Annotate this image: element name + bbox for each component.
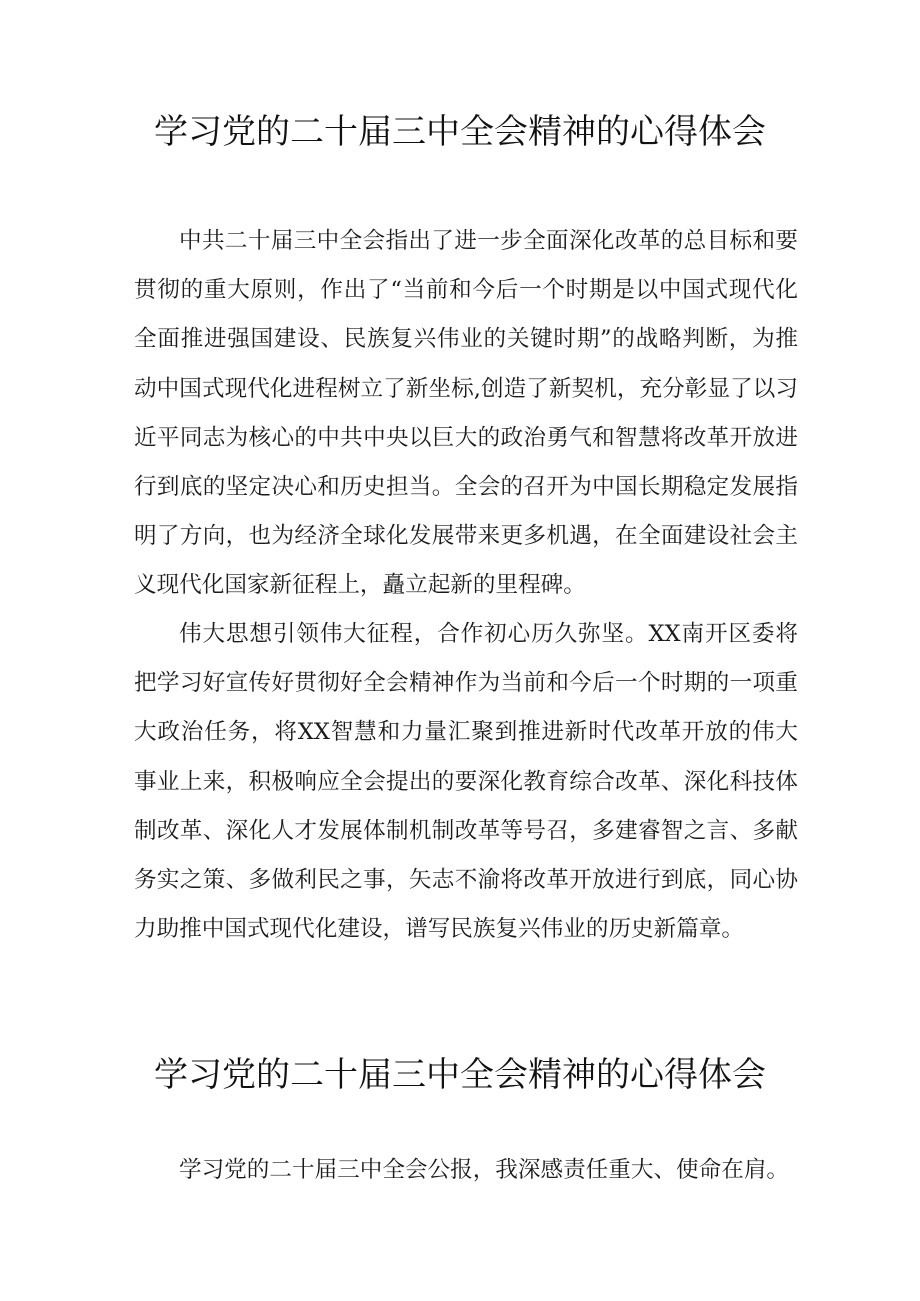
section-2-paragraph-1: 学习党的二十届三中全会公报，我深感责任重大、使命在肩。 — [179, 1157, 790, 1183]
section-1-paragraph-1: 中共二十届三中全会指出了进一步全面深化改革的总目标和要贯彻的重大原则，作出了“当前和今后一个时期是以中国式现代化全面推进强国建设、民族复兴伟业的关键时期”的战略判断，为推动中国式现代化进程树立了新坐标,创造了新契机，充分彰显了以习近平同志为核心的中共中央以巨大的政治勇气和智慧将改革开放进行到底的坚定决心和历史担当。全会的召开为中国长期稳定发展指明了方向，也为经济全球化发展带来更多机遇，在全面建设社会主义现代化国家新征程上，矗立起新的里程碑。 — [134, 228, 798, 599]
section-1-title: 学习党的二十届三中全会精神的心得体会 — [154, 112, 766, 152]
section-1-paragraph-2: 伟大思想引领伟大征程，合作初心历久弥坚。XX南开区委将把学习好宣传好贯彻好全会精神作为当前和今后一个时期的一项重大政治任务，将XX智慧和力量汇聚到推进新时代改革开放的伟大事业上来，积极响应全会提出的要深化教育综合改革、深化科技体制改革、深化人才发展体制机制改革等号召，多建睿智之言、多献务实之策、多做利民之事，矢志不渝将改革开放进行到底，同心协力助推中国式现代化建设，谱写民族复兴伟业的历史新篇章。 — [134, 621, 798, 943]
section-2-title: 学习党的二十届三中全会精神的心得体会 — [154, 1055, 766, 1095]
